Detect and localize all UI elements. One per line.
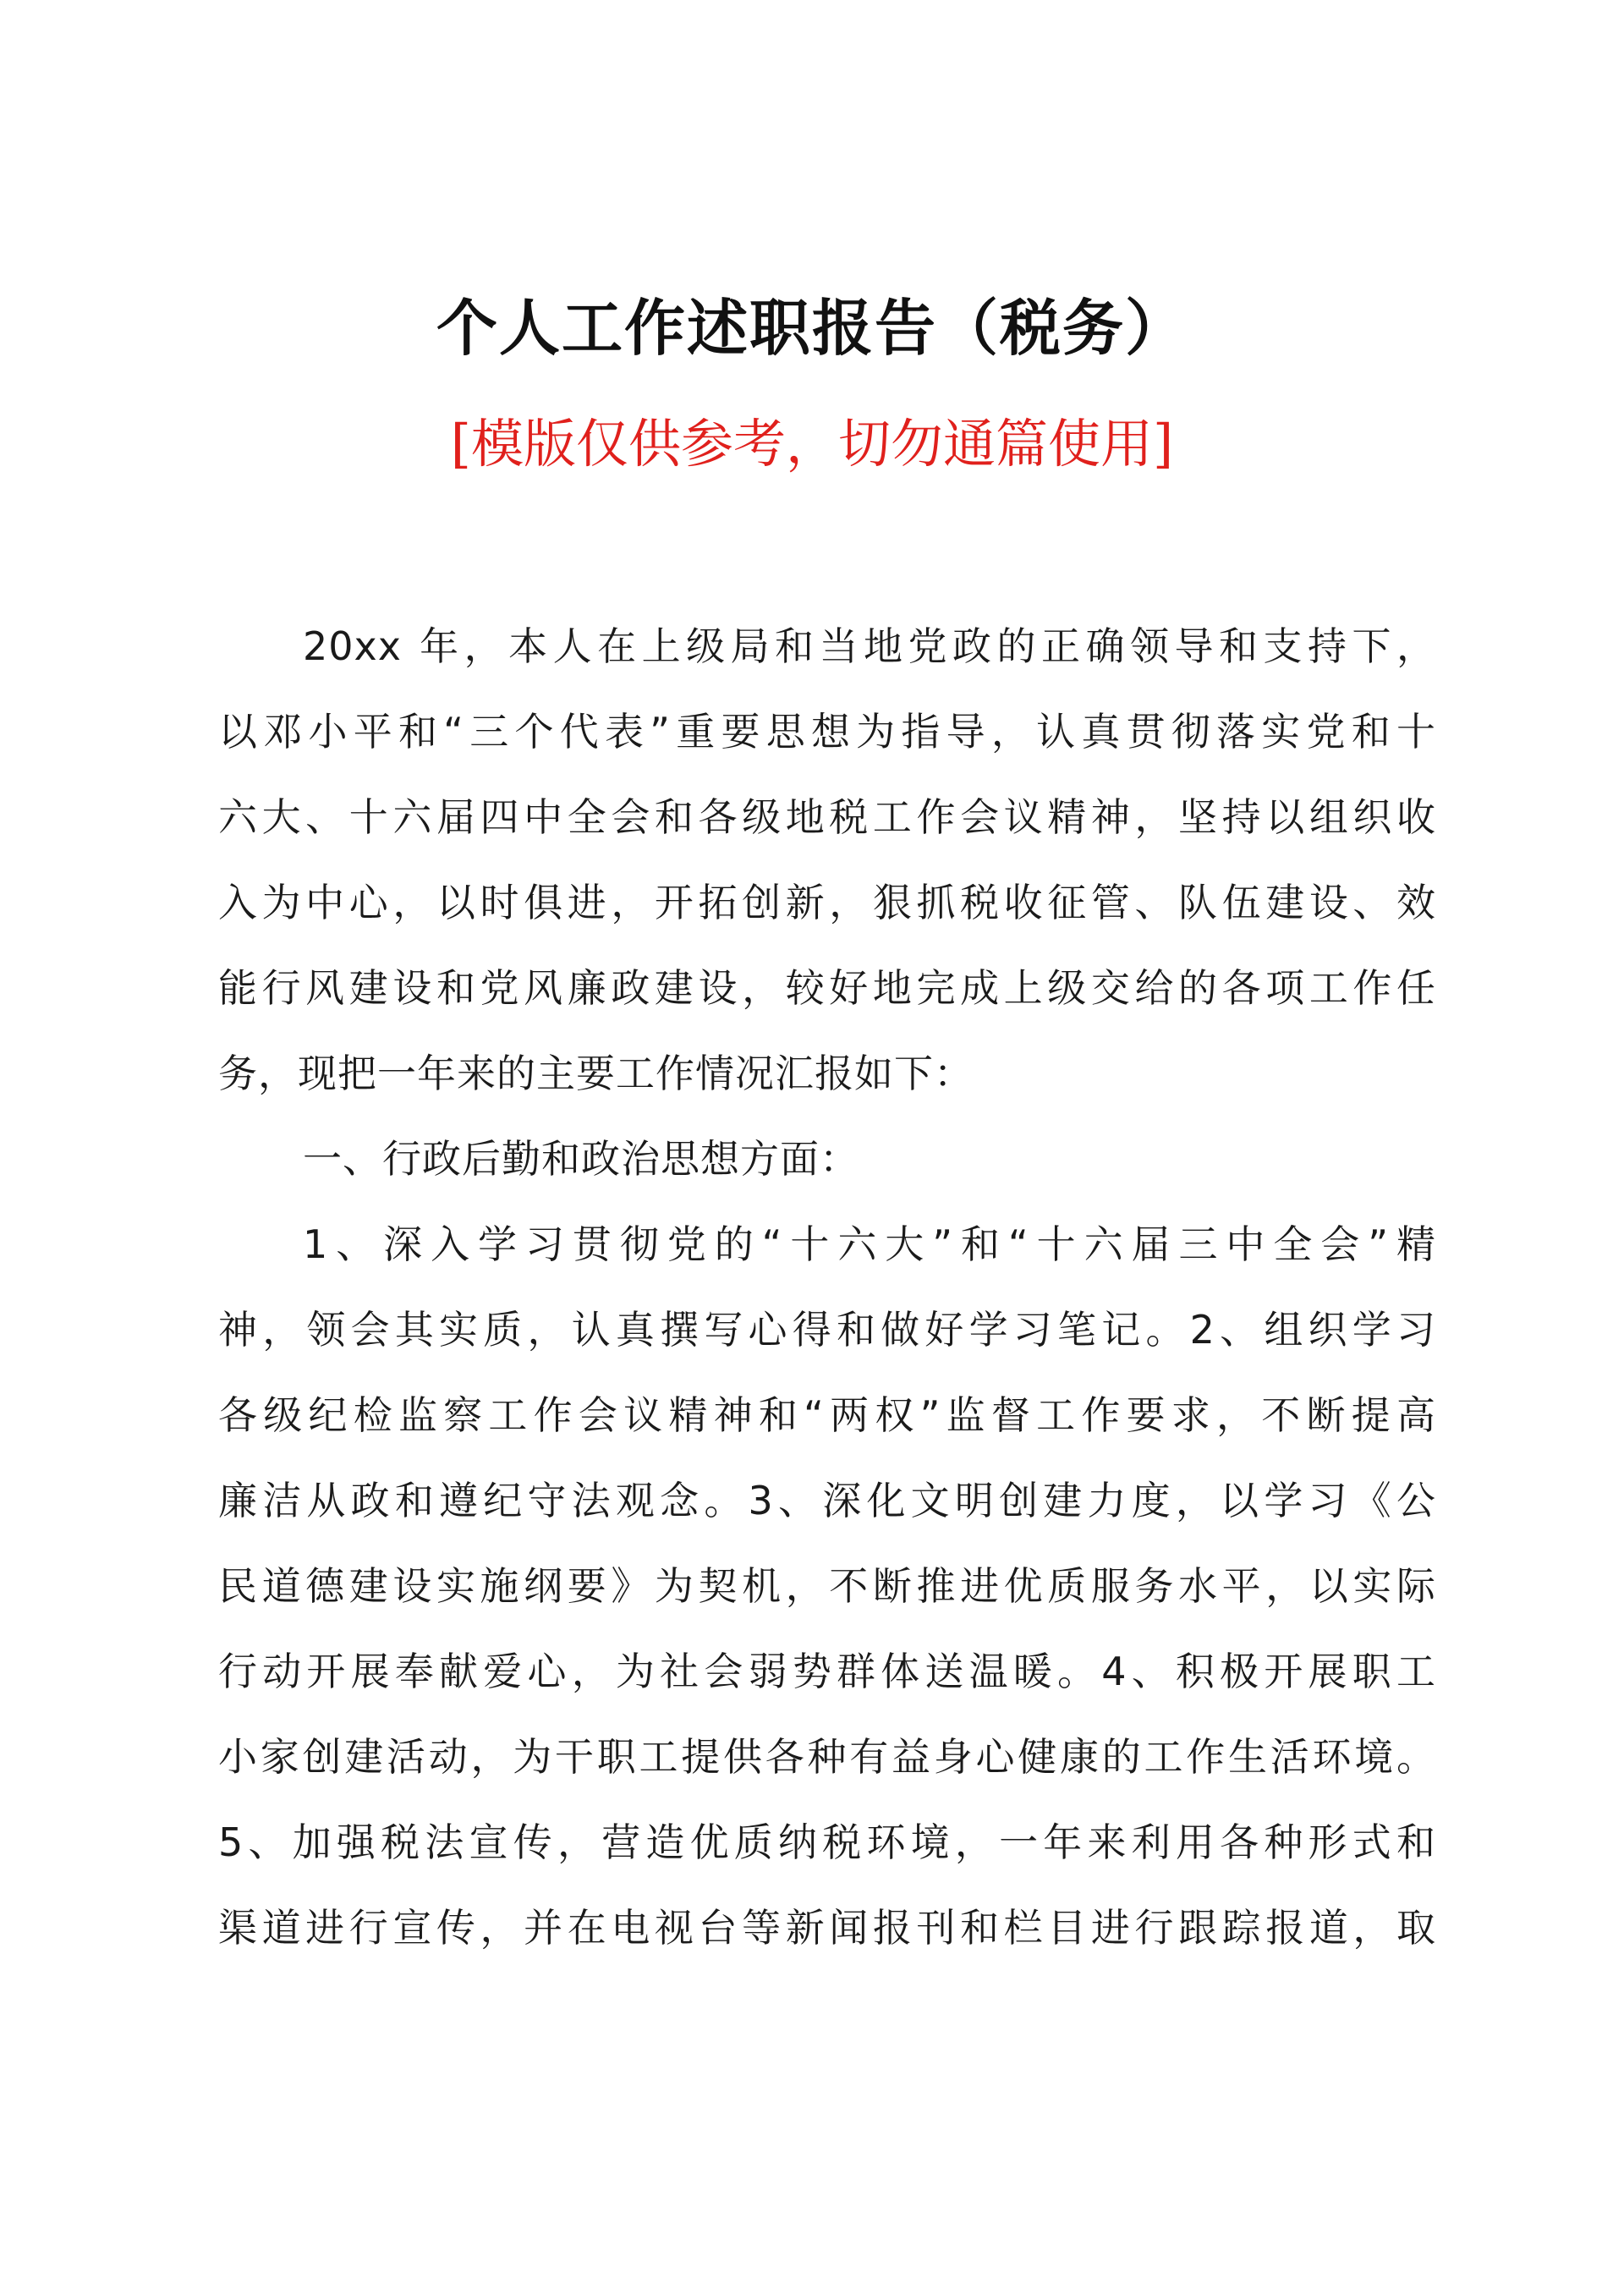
body-line: 神，领会其实质，认真撰写心得和做好学习笔记。2、组织学习 (218, 1307, 1436, 1353)
body-line: 小家创建活动，为干职工提供各种有益身心健康的工作生活环境。 (218, 1734, 1436, 1780)
body-line: 各级纪检监察工作会议精神和“两权”监督工作要求，不断提高 (218, 1392, 1436, 1438)
body-line: 能行风建设和党风廉政建设，较好地完成上级交给的各项工作任 (218, 965, 1436, 1011)
body-line: 行动开展奉献爱心，为社会弱势群体送温暖。4、积极开展职工 (218, 1649, 1436, 1694)
body-line: 以邓小平和“三个代表”重要思想为指导，认真贯彻落实党和十 (218, 709, 1436, 755)
body-line: 廉洁从政和遵纪守法观念。3、深化文明创建力度，以学习《公 (218, 1478, 1436, 1523)
body-line: 务，现把一年来的主要工作情况汇报如下： (218, 1051, 974, 1096)
body-line: 渠道进行宣传，并在电视台等新闻报刊和栏目进行跟踪报道，取 (218, 1905, 1436, 1951)
section-heading: 一、行政后勤和政治思想方面： (303, 1136, 859, 1182)
body-line: 民道德建设实施纲要》为契机，不断推进优质服务水平，以实际 (218, 1563, 1436, 1609)
body-line: 入为中心，以时俱进，开拓创新，狠抓税收征管、队伍建设、效 (218, 880, 1436, 925)
body-line: 六大、十六届四中全会和各级地税工作会议精神，坚持以组织收 (218, 794, 1436, 840)
document-body (218, 604, 1436, 1971)
body-line: 20xx 年，本人在上级局和当地党政的正确领导和支持下， (303, 623, 1436, 669)
body-line: 1、深入学习贯彻党的“十六大”和“十六届三中全会”精 (303, 1221, 1436, 1267)
document-title: 个人工作述职报告（税务） (436, 292, 1188, 364)
body-line: 5、加强税法宣传，营造优质纳税环境，一年来利用各种形式和 (218, 1819, 1436, 1865)
template-notice: [模版仅供参考，切勿通篇使用] (450, 413, 1174, 475)
